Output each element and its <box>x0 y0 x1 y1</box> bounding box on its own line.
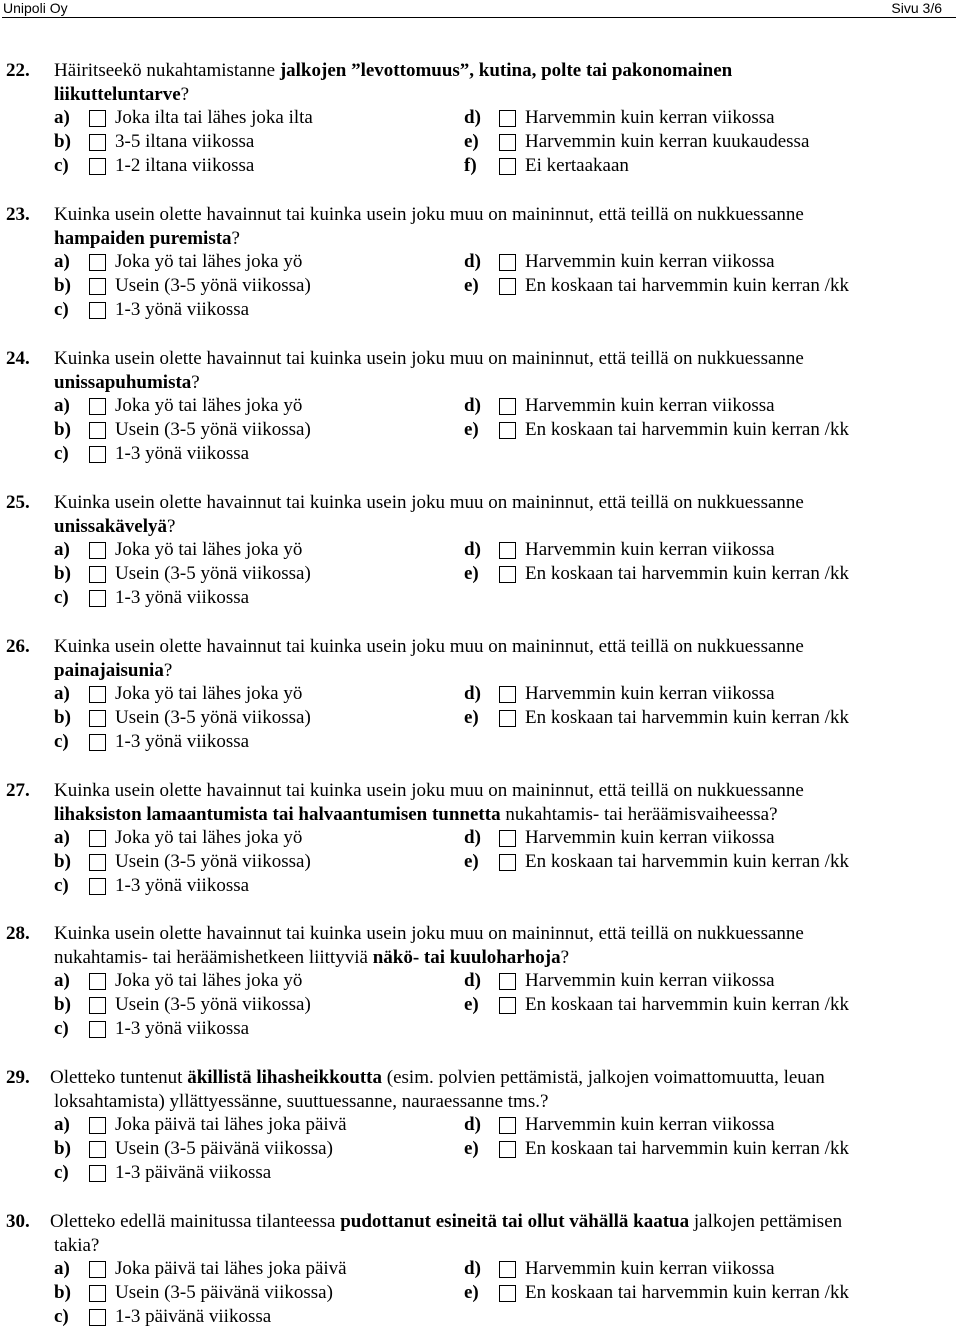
option-letter: a) <box>54 107 70 128</box>
option-label: Harvemmin kuin kerran viikossa <box>525 539 775 560</box>
option-label: Harvemmin kuin kerran viikossa <box>525 1258 775 1279</box>
option-letter: a) <box>54 683 70 704</box>
option-letter: d) <box>464 827 481 848</box>
option-label: En koskaan tai harvemmin kuin kerran /kk <box>525 994 849 1015</box>
checkbox[interactable] <box>499 686 516 703</box>
question-text-segment: ? <box>180 84 190 105</box>
question-emphasis: äkillistä lihasheikkoutta <box>187 1067 383 1088</box>
option-label: Joka yö tai lähes joka yö <box>115 395 303 416</box>
checkbox[interactable] <box>89 278 106 295</box>
option-label: Joka yö tai lähes joka yö <box>115 251 303 272</box>
question-emphasis: unissapuhumista <box>54 372 192 393</box>
question-text <box>50 1210 930 1258</box>
question-emphasis: lihaksiston lamaantumista tai halvaantumisen tunnetta <box>54 804 501 825</box>
option-label: En koskaan tai harvemmin kuin kerran /kk <box>525 1138 849 1159</box>
checkbox[interactable] <box>499 110 516 127</box>
question-text-segment: Häiritseekö nukahtamistanne <box>54 60 280 81</box>
checkbox[interactable] <box>89 854 106 871</box>
header-divider <box>2 17 956 18</box>
option-label: 1-3 yönä viikossa <box>115 299 250 320</box>
checkbox[interactable] <box>499 422 516 439</box>
question-text-line <box>50 1090 930 1114</box>
checkbox[interactable] <box>89 686 106 703</box>
checkbox[interactable] <box>499 158 516 175</box>
option-label: En koskaan tai harvemmin kuin kerran /kk <box>525 275 849 296</box>
question-text <box>54 491 934 539</box>
option-label: 1-3 päivänä viikossa <box>115 1306 272 1327</box>
checkbox[interactable] <box>499 542 516 559</box>
question-number: 30. <box>6 1211 30 1232</box>
option-letter: d) <box>464 107 481 128</box>
option-label: Joka päivä tai lähes joka päivä <box>115 1258 347 1279</box>
question-emphasis: jalkojen ”levottomuus”, kutina, polte tai pakonomainen <box>279 60 733 81</box>
option-label: Harvemmin kuin kerran kuukaudessa <box>525 131 810 152</box>
question-text-line <box>54 515 934 539</box>
question-text-segment: ? <box>166 516 176 537</box>
page-header <box>0 0 960 17</box>
option-letter: c) <box>54 155 69 176</box>
question-text-line <box>50 1234 930 1258</box>
checkbox[interactable] <box>89 1165 106 1182</box>
option-label: 1-3 yönä viikossa <box>115 1018 250 1039</box>
option-label: Harvemmin kuin kerran viikossa <box>525 1114 775 1135</box>
question-number: 23. <box>6 204 30 225</box>
option-letter: a) <box>54 251 70 272</box>
option-letter: e) <box>464 419 479 440</box>
option-letter: b) <box>54 707 71 728</box>
option-letter: e) <box>464 275 479 296</box>
option-label: 1-3 yönä viikossa <box>115 875 250 896</box>
checkbox[interactable] <box>89 110 106 127</box>
checkbox[interactable] <box>89 1021 106 1038</box>
checkbox[interactable] <box>89 1261 106 1278</box>
question-emphasis: näkö- tai kuuloharhoja <box>372 947 561 968</box>
question-text <box>54 922 934 970</box>
checkbox[interactable] <box>89 398 106 415</box>
question-text-segment: jalkojen pettämisen <box>689 1211 843 1232</box>
option-label: En koskaan tai harvemmin kuin kerran /kk <box>525 563 849 584</box>
checkbox[interactable] <box>89 1141 106 1158</box>
option-letter: f) <box>464 155 477 176</box>
question-text-line <box>54 83 934 107</box>
checkbox[interactable] <box>499 1261 516 1278</box>
checkbox[interactable] <box>89 446 106 463</box>
option-letter: d) <box>464 1258 481 1279</box>
checkbox[interactable] <box>89 302 106 319</box>
question-text-segment: ? <box>560 947 570 968</box>
option-letter: c) <box>54 731 69 752</box>
option-label: En koskaan tai harvemmin kuin kerran /kk <box>525 851 849 872</box>
checkbox[interactable] <box>89 973 106 990</box>
option-letter: b) <box>54 563 71 584</box>
option-label: Usein (3-5 yönä viikossa) <box>115 275 311 296</box>
option-letter: d) <box>464 251 481 272</box>
question-text-line <box>54 491 934 515</box>
option-letter: d) <box>464 1114 481 1135</box>
option-letter: a) <box>54 395 70 416</box>
question-text-segment: Kuinka usein olette havainnut tai kuinka usein joku muu on maininnut, että teillä on nukkuessanne <box>54 780 804 801</box>
checkbox[interactable] <box>499 854 516 871</box>
option-letter: a) <box>54 1114 70 1135</box>
question-text-segment: Kuinka usein olette havainnut tai kuinka usein joku muu on maininnut, että teillä on nukkuessanne <box>54 923 804 944</box>
option-letter: c) <box>54 587 69 608</box>
option-label: Joka yö tai lähes joka yö <box>115 683 303 704</box>
question-text-segment: Kuinka usein olette havainnut tai kuinka usein joku muu on maininnut, että teillä on nukkuessanne <box>54 348 804 369</box>
option-letter: c) <box>54 1018 69 1039</box>
checkbox[interactable] <box>499 710 516 727</box>
option-label: Harvemmin kuin kerran viikossa <box>525 970 775 991</box>
option-label: 1-3 yönä viikossa <box>115 587 250 608</box>
question-text-segment: nukahtamis- tai heräämisvaiheessa? <box>500 804 778 825</box>
option-letter: e) <box>464 707 479 728</box>
option-label: 1-3 päivänä viikossa <box>115 1162 272 1183</box>
checkbox[interactable] <box>89 134 106 151</box>
option-letter: c) <box>54 1306 69 1327</box>
question-text-segment: Oletteko tuntenut <box>50 1067 188 1088</box>
option-label: Harvemmin kuin kerran viikossa <box>525 683 775 704</box>
question-text <box>54 779 934 827</box>
option-letter: b) <box>54 275 71 296</box>
option-letter: b) <box>54 851 71 872</box>
option-label: Usein (3-5 yönä viikossa) <box>115 419 311 440</box>
checkbox[interactable] <box>89 1285 106 1302</box>
checkbox[interactable] <box>89 566 106 583</box>
option-letter: c) <box>54 443 69 464</box>
question-text-line <box>50 1210 930 1234</box>
option-label: 1-3 yönä viikossa <box>115 731 250 752</box>
question-number: 22. <box>6 60 30 81</box>
option-letter: c) <box>54 299 69 320</box>
checkbox[interactable] <box>89 997 106 1014</box>
checkbox[interactable] <box>499 1141 516 1158</box>
question-text-line <box>54 371 934 395</box>
question-text-line <box>54 59 934 83</box>
checkbox[interactable] <box>89 878 106 895</box>
option-label: Usein (3-5 yönä viikossa) <box>115 563 311 584</box>
checkbox[interactable] <box>499 1285 516 1302</box>
option-label: En koskaan tai harvemmin kuin kerran /kk <box>525 419 849 440</box>
option-label: Joka yö tai lähes joka yö <box>115 539 303 560</box>
option-letter: e) <box>464 851 479 872</box>
checkbox[interactable] <box>89 1117 106 1134</box>
question-text-line <box>54 635 934 659</box>
question-text <box>54 203 934 251</box>
question-text-line <box>54 203 934 227</box>
option-letter: c) <box>54 875 69 896</box>
question-number: 27. <box>6 780 30 801</box>
option-label: Ei kertaakaan <box>525 155 629 176</box>
option-label: En koskaan tai harvemmin kuin kerran /kk <box>525 707 849 728</box>
checkbox[interactable] <box>499 973 516 990</box>
option-letter: d) <box>464 539 481 560</box>
question-emphasis: hampaiden puremista <box>54 228 232 249</box>
checkbox[interactable] <box>89 590 106 607</box>
option-letter: e) <box>464 994 479 1015</box>
question-number: 26. <box>6 636 30 657</box>
question-text-segment: nukahtamis- tai heräämishetkeen liittyviä <box>54 947 373 968</box>
option-letter: a) <box>54 1258 70 1279</box>
question-text-line <box>54 946 934 970</box>
question-number: 24. <box>6 348 30 369</box>
option-label: 1-3 yönä viikossa <box>115 443 250 464</box>
question-text-segment: ? <box>231 228 240 249</box>
option-label: Harvemmin kuin kerran viikossa <box>525 395 775 416</box>
question-text-segment: loksahtamista) yllättyessänne, suuttuessanne, nauraessanne tms.? <box>54 1091 549 1112</box>
option-label: Joka ilta tai lähes joka ilta <box>115 107 313 128</box>
question-text <box>50 1066 930 1114</box>
question-text-line <box>54 659 934 683</box>
checkbox[interactable] <box>499 1117 516 1134</box>
question-emphasis: pudottanut esineitä tai ollut vähällä kaatua <box>340 1211 690 1232</box>
checkbox[interactable] <box>499 566 516 583</box>
question-emphasis: painajaisunia <box>54 660 164 681</box>
option-letter: c) <box>54 1162 69 1183</box>
question-emphasis: unissakävelyä <box>54 516 167 537</box>
question-text-segment: Kuinka usein olette havainnut tai kuinka usein joku muu on maininnut, että teillä on nukkuessanne <box>54 636 804 657</box>
question-text-line <box>54 922 934 946</box>
option-label: Usein (3-5 yönä viikossa) <box>115 994 311 1015</box>
option-label: Harvemmin kuin kerran viikossa <box>525 251 775 272</box>
option-label: Joka päivä tai lähes joka päivä <box>115 1114 347 1135</box>
option-letter: e) <box>464 563 479 584</box>
question-number: 29. <box>6 1067 30 1088</box>
option-label: Harvemmin kuin kerran viikossa <box>525 107 775 128</box>
option-label: Usein (3-5 päivänä viikossa) <box>115 1138 333 1159</box>
option-letter: e) <box>464 1282 479 1303</box>
option-letter: b) <box>54 1138 71 1159</box>
option-letter: e) <box>464 131 479 152</box>
checkbox[interactable] <box>89 422 106 439</box>
checkbox[interactable] <box>499 134 516 151</box>
question-text-line <box>50 1066 930 1090</box>
question-number: 28. <box>6 923 30 944</box>
question-text-segment: ? <box>163 660 173 681</box>
option-letter: b) <box>54 419 71 440</box>
question-text-segment: takia? <box>54 1235 100 1256</box>
option-label: Usein (3-5 yönä viikossa) <box>115 707 311 728</box>
option-letter: a) <box>54 539 70 560</box>
option-label: Usein (3-5 päivänä viikossa) <box>115 1282 333 1303</box>
checkbox[interactable] <box>499 254 516 271</box>
option-letter: d) <box>464 395 481 416</box>
question-text-line <box>54 803 934 827</box>
option-letter: d) <box>464 970 481 991</box>
option-letter: d) <box>464 683 481 704</box>
option-label: Harvemmin kuin kerran viikossa <box>525 827 775 848</box>
option-letter: b) <box>54 1282 71 1303</box>
question-text-segment: (esim. polvien pettämistä, jalkojen voimattomuutta, leuan <box>382 1067 825 1088</box>
question-text <box>54 635 934 683</box>
option-letter: a) <box>54 970 70 991</box>
checkbox[interactable] <box>89 542 106 559</box>
checkbox[interactable] <box>499 278 516 295</box>
option-label: En koskaan tai harvemmin kuin kerran /kk <box>525 1282 849 1303</box>
option-letter: e) <box>464 1138 479 1159</box>
question-text-line <box>54 779 934 803</box>
question-text <box>54 347 934 395</box>
checkbox[interactable] <box>89 1309 106 1326</box>
question-emphasis: liikutteluntarve <box>54 84 181 105</box>
question-number: 25. <box>6 492 30 513</box>
question-text-line <box>54 347 934 371</box>
checkbox[interactable] <box>89 710 106 727</box>
option-label: Usein (3-5 yönä viikossa) <box>115 851 311 872</box>
question-text-segment: Oletteko edellä mainitussa tilanteessa <box>50 1211 341 1232</box>
question-text-segment: Kuinka usein olette havainnut tai kuinka usein joku muu on maininnut, että teillä on nukkuessanne <box>54 492 804 513</box>
checkbox[interactable] <box>89 734 106 751</box>
checkbox[interactable] <box>499 398 516 415</box>
checkbox[interactable] <box>89 254 106 271</box>
option-label: 3-5 iltana viikossa <box>115 131 255 152</box>
option-label: Joka yö tai lähes joka yö <box>115 970 303 991</box>
checkbox[interactable] <box>89 158 106 175</box>
question-text-segment: Kuinka usein olette havainnut tai kuinka usein joku muu on maininnut, että teillä on nukkuessanne <box>54 204 804 225</box>
company-name: Unipoli Oy <box>3 0 68 16</box>
option-label: 1-2 iltana viikossa <box>115 155 255 176</box>
option-label: Joka yö tai lähes joka yö <box>115 827 303 848</box>
checkbox[interactable] <box>89 830 106 847</box>
question-text <box>54 59 934 107</box>
option-letter: b) <box>54 131 71 152</box>
checkbox[interactable] <box>499 997 516 1014</box>
option-letter: b) <box>54 994 71 1015</box>
page-number: Sivu 3/6 <box>891 0 942 16</box>
option-letter: a) <box>54 827 70 848</box>
question-text-line <box>54 227 934 251</box>
checkbox[interactable] <box>499 830 516 847</box>
question-text-segment: ? <box>191 372 200 393</box>
